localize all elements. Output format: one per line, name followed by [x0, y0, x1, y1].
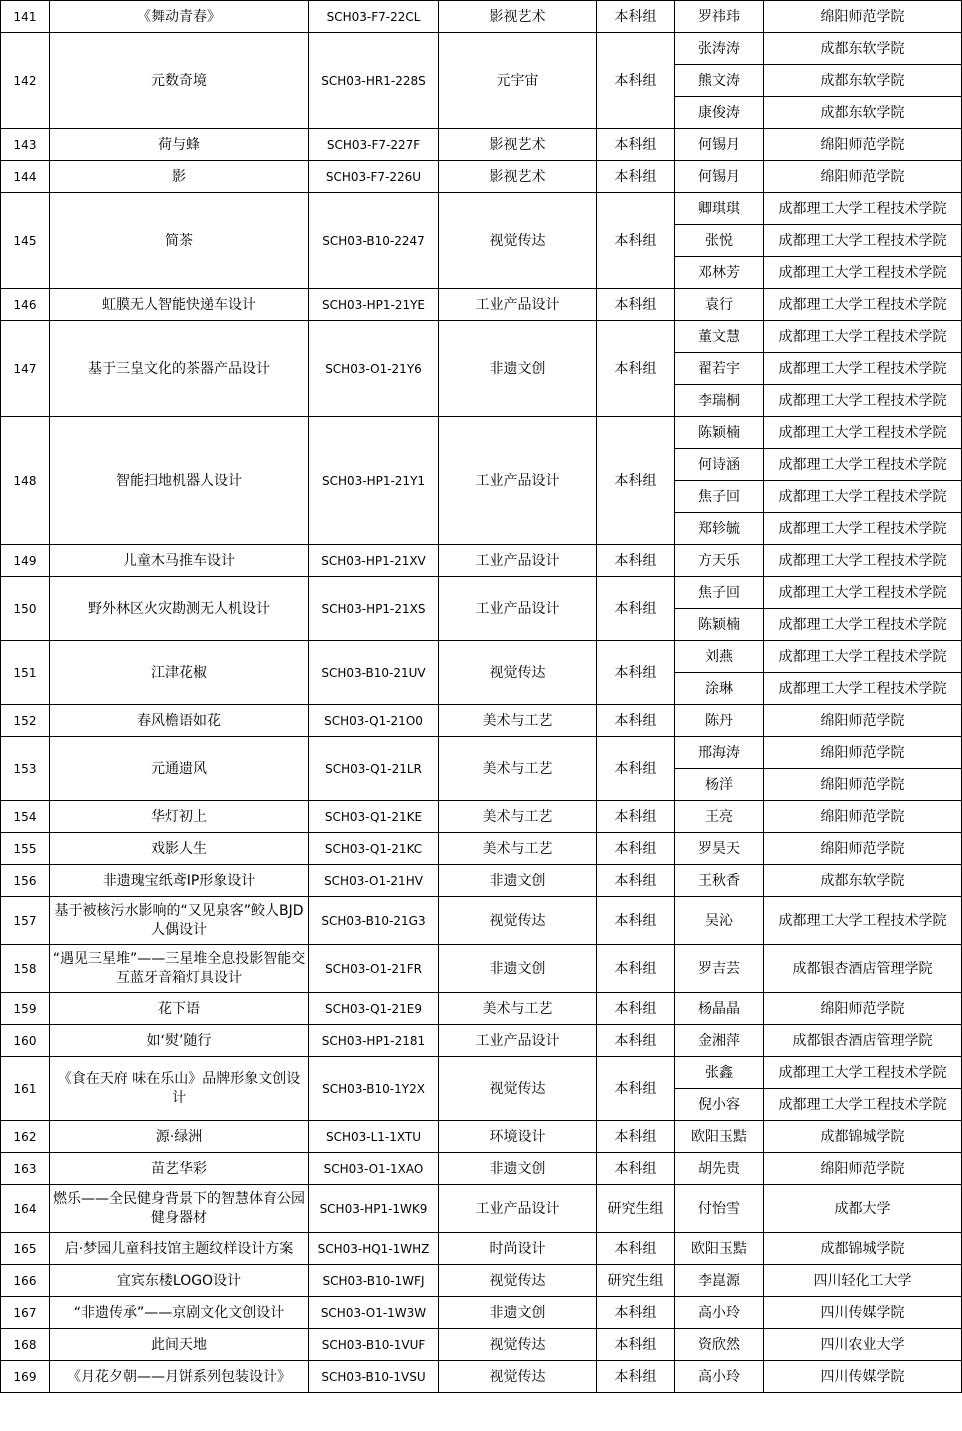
entry-number: 152: [1, 705, 50, 737]
entry-title: 基于被核污水影响的“又见泉客”鲛人BJD人偶设计: [50, 897, 309, 945]
table-row: [1, 641, 962, 673]
member-school: 成都理工大学工程技术学院: [764, 609, 962, 641]
member-school: 绵阳师范学院: [764, 705, 962, 737]
member-name: 高小玲: [675, 1297, 764, 1329]
entry-code: SCH03-HP1-21XV: [309, 545, 439, 577]
entry-category: 视觉传达: [439, 1057, 597, 1121]
entry-code: SCH03-HP1-21YE: [309, 289, 439, 321]
member-name: 欧阳玉黠: [675, 1121, 764, 1153]
entry-group: 本科组: [597, 1153, 675, 1185]
entry-number: 147: [1, 321, 50, 417]
entry-category: 工业产品设计: [439, 289, 597, 321]
entry-code: SCH03-O1-1XAO: [309, 1153, 439, 1185]
entry-group: 本科组: [597, 321, 675, 417]
table-row: [1, 945, 962, 993]
entry-title: 宜宾东楼LOGO设计: [50, 1265, 309, 1297]
table-row: [1, 1057, 962, 1089]
member-school: 成都理工大学工程技术学院: [764, 321, 962, 353]
entry-title: 元数奇境: [50, 33, 309, 129]
entry-number: 165: [1, 1233, 50, 1265]
entry-category: 非遗文创: [439, 1153, 597, 1185]
entry-number: 156: [1, 865, 50, 897]
member-name: 罗昊天: [675, 833, 764, 865]
entry-code: SCH03-F7-226U: [309, 161, 439, 193]
entry-title: 苗艺华彩: [50, 1153, 309, 1185]
member-name: 胡先贵: [675, 1153, 764, 1185]
entry-title: 源·绿洲: [50, 1121, 309, 1153]
entry-code: SCH03-B10-2247: [309, 193, 439, 289]
member-name: 袁行: [675, 289, 764, 321]
entry-category: 美术与工艺: [439, 993, 597, 1025]
member-school: 成都理工大学工程技术学院: [764, 1089, 962, 1121]
member-name: 付怡雪: [675, 1185, 764, 1233]
member-name: 翟若宇: [675, 353, 764, 385]
member-school: 四川轻化工大学: [764, 1265, 962, 1297]
entry-number: 145: [1, 193, 50, 289]
entry-code: SCH03-B10-21G3: [309, 897, 439, 945]
entry-category: 美术与工艺: [439, 737, 597, 801]
member-school: 成都东软学院: [764, 97, 962, 129]
member-school: 绵阳师范学院: [764, 993, 962, 1025]
entry-title: 简茶: [50, 193, 309, 289]
table-row: [1, 33, 962, 65]
entry-group: 本科组: [597, 193, 675, 289]
entry-group: 本科组: [597, 1057, 675, 1121]
entry-group: 本科组: [597, 577, 675, 641]
entry-code: SCH03-HP1-21XS: [309, 577, 439, 641]
entry-number: 148: [1, 417, 50, 545]
member-name: 陈颖楠: [675, 417, 764, 449]
entry-category: 工业产品设计: [439, 545, 597, 577]
entry-group: 本科组: [597, 1329, 675, 1361]
member-school: 成都理工大学工程技术学院: [764, 897, 962, 945]
member-school: 成都大学: [764, 1185, 962, 1233]
member-school: 成都理工大学工程技术学院: [764, 545, 962, 577]
table-row: [1, 1265, 962, 1297]
entry-code: SCH03-HP1-1WK9: [309, 1185, 439, 1233]
table-row: [1, 289, 962, 321]
member-school: 成都银杏酒店管理学院: [764, 945, 962, 993]
entry-code: SCH03-Q1-21O0: [309, 705, 439, 737]
entry-number: 150: [1, 577, 50, 641]
member-school: 四川农业大学: [764, 1329, 962, 1361]
entry-code: SCH03-HQ1-1WHZ: [309, 1233, 439, 1265]
table-row: [1, 801, 962, 833]
member-name: 高小玲: [675, 1361, 764, 1393]
member-name: 邓林芳: [675, 257, 764, 289]
entry-number: 167: [1, 1297, 50, 1329]
entry-title: 《食在天府 味在乐山》品牌形象文创设计: [50, 1057, 309, 1121]
member-school: 成都银杏酒店管理学院: [764, 1025, 962, 1057]
entry-code: SCH03-B10-1Y2X: [309, 1057, 439, 1121]
entry-category: 影视艺术: [439, 1, 597, 33]
table-row: [1, 193, 962, 225]
entry-title: 元通遗风: [50, 737, 309, 801]
entry-number: 168: [1, 1329, 50, 1361]
table-row: [1, 1025, 962, 1057]
entry-group: 本科组: [597, 545, 675, 577]
entry-number: 153: [1, 737, 50, 801]
entry-title: 影: [50, 161, 309, 193]
member-name: 王秋香: [675, 865, 764, 897]
member-school: 成都理工大学工程技术学院: [764, 513, 962, 545]
entry-category: 工业产品设计: [439, 577, 597, 641]
entry-title: 《舞动青春》: [50, 1, 309, 33]
entry-number: 143: [1, 129, 50, 161]
member-school: 四川传媒学院: [764, 1297, 962, 1329]
entry-group: 本科组: [597, 161, 675, 193]
entry-code: SCH03-Q1-21LR: [309, 737, 439, 801]
entry-category: 环境设计: [439, 1121, 597, 1153]
member-name: 方天乐: [675, 545, 764, 577]
member-name: 杨晶晶: [675, 993, 764, 1025]
entry-title: 荷与蜂: [50, 129, 309, 161]
entry-group: 本科组: [597, 801, 675, 833]
table-row: [1, 1361, 962, 1393]
member-name: 杨洋: [675, 769, 764, 801]
entry-number: 158: [1, 945, 50, 993]
entry-number: 155: [1, 833, 50, 865]
entry-code: SCH03-O1-21Y6: [309, 321, 439, 417]
entry-code: SCH03-B10-1VUF: [309, 1329, 439, 1361]
member-school: 绵阳师范学院: [764, 769, 962, 801]
entry-group: 本科组: [597, 897, 675, 945]
member-school: 绵阳师范学院: [764, 833, 962, 865]
member-name: 张悦: [675, 225, 764, 257]
member-school: 四川传媒学院: [764, 1361, 962, 1393]
member-name: 倪小容: [675, 1089, 764, 1121]
entry-category: 工业产品设计: [439, 1185, 597, 1233]
entry-group: 本科组: [597, 129, 675, 161]
entry-title: 智能扫地机器人设计: [50, 417, 309, 545]
entry-group: 本科组: [597, 641, 675, 705]
member-school: 成都理工大学工程技术学院: [764, 1057, 962, 1089]
entry-number: 166: [1, 1265, 50, 1297]
entry-group: 本科组: [597, 705, 675, 737]
entry-code: SCH03-O1-21HV: [309, 865, 439, 897]
member-school: 成都理工大学工程技术学院: [764, 193, 962, 225]
entry-category: 时尚设计: [439, 1233, 597, 1265]
member-name: 欧阳玉黠: [675, 1233, 764, 1265]
entry-number: 146: [1, 289, 50, 321]
entry-code: SCH03-HP1-21Y1: [309, 417, 439, 545]
member-name: 李崑源: [675, 1265, 764, 1297]
table-row: [1, 705, 962, 737]
member-name: 资欣然: [675, 1329, 764, 1361]
table-row: [1, 1329, 962, 1361]
entry-number: 142: [1, 33, 50, 129]
entry-title: “非遗传承”——京剧文化文创设计: [50, 1297, 309, 1329]
member-name: 罗吉芸: [675, 945, 764, 993]
entry-group: 本科组: [597, 1121, 675, 1153]
entry-code: SCH03-HR1-228S: [309, 33, 439, 129]
member-school: 成都理工大学工程技术学院: [764, 257, 962, 289]
entry-title: 江津花椒: [50, 641, 309, 705]
member-name: 张涛涛: [675, 33, 764, 65]
entry-title: 儿童木马推车设计: [50, 545, 309, 577]
entry-number: 161: [1, 1057, 50, 1121]
entry-category: 视觉传达: [439, 1361, 597, 1393]
entry-group: 本科组: [597, 1297, 675, 1329]
entry-code: SCH03-F7-22CL: [309, 1, 439, 33]
member-school: 成都理工大学工程技术学院: [764, 577, 962, 609]
entry-title: “遇见三星堆”——三星堆全息投影智能交互蓝牙音箱灯具设计: [50, 945, 309, 993]
member-school: 成都理工大学工程技术学院: [764, 481, 962, 513]
member-name: 陈丹: [675, 705, 764, 737]
entry-group: 本科组: [597, 1233, 675, 1265]
table-row: [1, 1185, 962, 1233]
entry-title: 华灯初上: [50, 801, 309, 833]
member-name: 熊文涛: [675, 65, 764, 97]
table-row: [1, 1153, 962, 1185]
entry-category: 影视艺术: [439, 129, 597, 161]
entry-title: 此间天地: [50, 1329, 309, 1361]
entry-category: 视觉传达: [439, 193, 597, 289]
entry-category: 影视艺术: [439, 161, 597, 193]
entry-group: 研究生组: [597, 1185, 675, 1233]
member-name: 涂琳: [675, 673, 764, 705]
table-row: [1, 833, 962, 865]
member-school: 成都东软学院: [764, 33, 962, 65]
entry-code: SCH03-O1-21FR: [309, 945, 439, 993]
entry-number: 163: [1, 1153, 50, 1185]
entry-group: 本科组: [597, 737, 675, 801]
table-row: [1, 1233, 962, 1265]
entry-code: SCH03-F7-227F: [309, 129, 439, 161]
member-school: 成都东软学院: [764, 865, 962, 897]
entry-category: 视觉传达: [439, 641, 597, 705]
entry-title: 非遗瑰宝纸鸢IP形象设计: [50, 865, 309, 897]
entry-group: 本科组: [597, 417, 675, 545]
entry-category: 非遗文创: [439, 865, 597, 897]
entry-code: SCH03-B10-1VSU: [309, 1361, 439, 1393]
entry-number: 164: [1, 1185, 50, 1233]
entry-group: 本科组: [597, 1, 675, 33]
member-name: 张鑫: [675, 1057, 764, 1089]
entry-title: 戏影人生: [50, 833, 309, 865]
entry-code: SCH03-O1-1W3W: [309, 1297, 439, 1329]
entry-category: 工业产品设计: [439, 1025, 597, 1057]
entry-code: SCH03-Q1-21KE: [309, 801, 439, 833]
entry-number: 160: [1, 1025, 50, 1057]
entry-number: 169: [1, 1361, 50, 1393]
member-name: 刘燕: [675, 641, 764, 673]
entry-number: 157: [1, 897, 50, 945]
entry-number: 162: [1, 1121, 50, 1153]
table-row: [1, 1, 962, 33]
member-name: 王亮: [675, 801, 764, 833]
member-name: 何锡月: [675, 161, 764, 193]
table-row: [1, 993, 962, 1025]
member-school: 绵阳师范学院: [764, 161, 962, 193]
member-school: 绵阳师范学院: [764, 801, 962, 833]
member-school: 成都理工大学工程技术学院: [764, 225, 962, 257]
entry-code: SCH03-Q1-21KC: [309, 833, 439, 865]
member-name: 罗祎玮: [675, 1, 764, 33]
member-name: 陈颖楠: [675, 609, 764, 641]
entry-number: 151: [1, 641, 50, 705]
entry-number: 159: [1, 993, 50, 1025]
table-row: [1, 737, 962, 769]
entry-group: 本科组: [597, 993, 675, 1025]
member-name: 焦子回: [675, 577, 764, 609]
member-name: 何锡月: [675, 129, 764, 161]
entry-number: 154: [1, 801, 50, 833]
entry-category: 非遗文创: [439, 321, 597, 417]
entry-group: 本科组: [597, 1361, 675, 1393]
entry-title: 《月花夕朝——月饼系列包装设计》: [50, 1361, 309, 1393]
entry-number: 149: [1, 545, 50, 577]
entry-group: 本科组: [597, 1025, 675, 1057]
entry-title: 野外林区火灾勘测无人机设计: [50, 577, 309, 641]
member-name: 邢海涛: [675, 737, 764, 769]
member-school: 成都理工大学工程技术学院: [764, 289, 962, 321]
table-row: [1, 1121, 962, 1153]
table-row: [1, 129, 962, 161]
table-row: [1, 321, 962, 353]
member-name: 李瑞桐: [675, 385, 764, 417]
entry-code: SCH03-B10-21UV: [309, 641, 439, 705]
entry-code: SCH03-L1-1XTU: [309, 1121, 439, 1153]
entry-group: 本科组: [597, 33, 675, 129]
member-school: 成都理工大学工程技术学院: [764, 385, 962, 417]
table-row: [1, 577, 962, 609]
entry-code: SCH03-HP1-2181: [309, 1025, 439, 1057]
entry-group: 本科组: [597, 945, 675, 993]
entry-category: 视觉传达: [439, 1265, 597, 1297]
entry-category: 元宇宙: [439, 33, 597, 129]
entry-category: 非遗文创: [439, 945, 597, 993]
entry-number: 144: [1, 161, 50, 193]
member-school: 绵阳师范学院: [764, 1153, 962, 1185]
member-school: 成都理工大学工程技术学院: [764, 417, 962, 449]
entry-code: SCH03-Q1-21E9: [309, 993, 439, 1025]
member-name: 金湘萍: [675, 1025, 764, 1057]
member-school: 成都锦城学院: [764, 1233, 962, 1265]
entry-title: 花下语: [50, 993, 309, 1025]
entry-title: 燃乐——全民健身背景下的智慧体育公园健身器材: [50, 1185, 309, 1233]
member-name: 何诗涵: [675, 449, 764, 481]
entry-number: 141: [1, 1, 50, 33]
entry-title: 启·梦园儿童科技馆主题纹样设计方案: [50, 1233, 309, 1265]
entry-code: SCH03-B10-1WFJ: [309, 1265, 439, 1297]
member-school: 成都东软学院: [764, 65, 962, 97]
entry-category: 视觉传达: [439, 897, 597, 945]
member-name: 郑轸毓: [675, 513, 764, 545]
member-school: 绵阳师范学院: [764, 1, 962, 33]
member-name: 卿琪琪: [675, 193, 764, 225]
table-row: [1, 897, 962, 945]
member-school: 成都理工大学工程技术学院: [764, 673, 962, 705]
table-row: [1, 417, 962, 449]
table-row: [1, 161, 962, 193]
member-school: 成都锦城学院: [764, 1121, 962, 1153]
table-row: [1, 865, 962, 897]
member-name: 焦子回: [675, 481, 764, 513]
table-body: [1, 1, 962, 1393]
member-name: 康俊涛: [675, 97, 764, 129]
entry-category: 美术与工艺: [439, 705, 597, 737]
entry-group: 本科组: [597, 865, 675, 897]
entry-category: 视觉传达: [439, 1329, 597, 1361]
member-school: 成都理工大学工程技术学院: [764, 353, 962, 385]
entry-group: 研究生组: [597, 1265, 675, 1297]
entry-title: 如‘熨’随行: [50, 1025, 309, 1057]
entry-category: 美术与工艺: [439, 801, 597, 833]
table-row: [1, 545, 962, 577]
entry-title: 虹膜无人智能快递车设计: [50, 289, 309, 321]
entry-title: 基于三皇文化的茶器产品设计: [50, 321, 309, 417]
entry-group: 本科组: [597, 289, 675, 321]
entry-category: 非遗文创: [439, 1297, 597, 1329]
member-name: 吴沁: [675, 897, 764, 945]
entry-category: 美术与工艺: [439, 833, 597, 865]
entry-category: 工业产品设计: [439, 417, 597, 545]
entry-group: 本科组: [597, 833, 675, 865]
member-school: 绵阳师范学院: [764, 129, 962, 161]
member-name: 董文慧: [675, 321, 764, 353]
member-school: 绵阳师范学院: [764, 737, 962, 769]
table-row: [1, 1297, 962, 1329]
entry-title: 春风檐语如花: [50, 705, 309, 737]
member-school: 成都理工大学工程技术学院: [764, 449, 962, 481]
member-school: 成都理工大学工程技术学院: [764, 641, 962, 673]
